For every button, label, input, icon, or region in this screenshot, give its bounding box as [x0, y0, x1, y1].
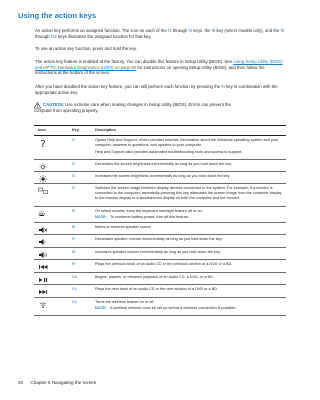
key-description: [95, 300, 283, 313]
description-text: Help and Support also provides automated troubleshooting tools and access to support.: [95, 149, 243, 154]
key-description: [95, 186, 283, 202]
table-row: [34, 235, 286, 248]
key-label: f4: [72, 186, 76, 191]
switch-display-icon: [38, 187, 48, 195]
key-label: f5: [72, 208, 76, 213]
table-row: [34, 248, 286, 261]
note-label: NOTE:: [95, 215, 107, 220]
key-label: f12: [72, 299, 78, 304]
page-number: 40: [18, 380, 24, 385]
description-text: Increases the screen brightness incrementally as long as you hold down the key.: [95, 174, 231, 179]
key-description: [95, 250, 283, 257]
table-header: [34, 125, 286, 136]
description-text: Opens Help and Support, which provides tutorials, information about the Windows operating system and your computer, answers to questions, and updates to your computer.: [95, 138, 279, 147]
description-text: Turns the wireless feature on or off.: [95, 299, 155, 304]
disable-paragraph: The action key feature is enabled at the factory. You can disable this feature in Setup Utility (BIOS). See Using Setup Utility (BIOS) and HP PC Hardware Diagnostics (UEFI) on page 80 for instructions on opening Setup Utility (BIOS), and then follow the instructions at the bottom of the screen.: [35, 59, 283, 76]
table-row: [34, 136, 286, 160]
description-text: Decreases the screen brightness incrementally as long as you hold down the key.: [95, 162, 232, 167]
description-text: Decreases speaker volume incrementally as long as you hold down the key.: [95, 237, 223, 242]
svg-text:?: ?: [40, 139, 46, 147]
table-row: [34, 207, 286, 223]
action-keys-table: [34, 125, 286, 316]
caution-text: Use extreme care when making changes in Setup Utility (BIOS). Errors can prevent the: [65, 102, 231, 107]
wireless-icon: [38, 301, 48, 309]
key-label: f1: [72, 138, 76, 143]
table-row: [34, 260, 286, 273]
note-text: To conserve battery power, turn off this feature.: [109, 215, 190, 220]
key-description: [95, 275, 283, 282]
intro-paragraph: An action key performs an assigned function. The icon on each of the f1 through f4 keys, the f5 key (select models only), and the f6 through f12 keys illustrates the assigned function for that key.: [35, 28, 285, 39]
description-text: Begins, pauses, or resumes playback of an audio CD, a DVD, or a BD.: [95, 274, 214, 279]
caution-text-cont: computer from operating properly.: [34, 107, 99, 113]
header-key: Key: [72, 128, 79, 132]
key-label: f8: [72, 249, 76, 254]
page-footer: [18, 380, 96, 385]
key-description: [95, 209, 283, 222]
chapter-title: Chapter 5 Navigating the screen: [30, 380, 97, 385]
table-row: [34, 172, 286, 184]
help-question-icon: [38, 139, 48, 147]
brightness-up-icon: [38, 175, 48, 183]
setup-utility-link[interactable]: Using Setup Utility (BIOS) and HP PC Hardware Diagnostics (UEFI) on page 80: [35, 59, 283, 70]
key-description: [95, 174, 283, 181]
table-row: [34, 160, 286, 172]
description-text: On select models, turns the keyboard backlight feature off or on.: [95, 208, 203, 213]
description-text: Plays the next track of an audio CD or the next section of a DVD or a BD.: [95, 287, 219, 292]
note: [95, 306, 283, 311]
key-label: f3: [72, 174, 76, 179]
note-label: NOTE:: [95, 306, 107, 311]
description-text: Increases speaker volume incrementally as long as you hold down the key.: [95, 249, 221, 254]
key-description: [95, 162, 283, 169]
header-icon: Icon: [38, 128, 46, 132]
key-description: [95, 225, 283, 232]
key-label: f6: [72, 224, 76, 229]
section-heading: Using the action keys: [18, 11, 97, 20]
note: [95, 215, 283, 220]
previous-track-icon: [38, 263, 48, 271]
caution-label: CAUTION:: [43, 102, 65, 107]
brightness-down-icon: [38, 163, 48, 171]
header-description: Description: [95, 128, 116, 132]
next-track-icon: [38, 288, 48, 296]
mute-icon: [38, 226, 48, 234]
play-pause-icon: [38, 276, 48, 284]
table-row: [34, 298, 286, 316]
note-text: A wireless network must be set up before a wireless connection is possible.: [109, 306, 237, 311]
key-description: [95, 237, 283, 244]
table-row: [34, 285, 286, 298]
table-row: [34, 223, 286, 236]
key-label: f11: [72, 287, 77, 292]
keyboard-backlight-icon: [38, 210, 48, 218]
description-text: Mutes or restores speaker sound.: [95, 224, 152, 229]
key-description: [95, 262, 283, 269]
description-text: Switches the screen image between display devices connected to the system. For example, if a monitor is connected to the computer, repeatedly pressing this key alternates the screen image from the computer display to the monitor display to a simultaneous display on both the computer and the monitor.: [95, 186, 282, 200]
table-row: [34, 273, 286, 286]
key-label: f2: [72, 162, 76, 167]
fn-paragraph: After you have disabled the action key feature, you can still perform each function by pressing the fn key in combination with the appropriate action key.: [35, 84, 278, 95]
usage-paragraph: To use an action key function, press and hold the key.: [35, 46, 137, 51]
table-row: [34, 184, 286, 207]
key-description: [95, 138, 283, 156]
volume-down-icon: [38, 238, 48, 246]
key-label: f7: [72, 237, 76, 242]
volume-up-icon: [38, 251, 48, 259]
key-description: [95, 287, 283, 294]
description-text: Plays the previous track of an audio CD or the previous section of a DVD or a BD.: [95, 262, 233, 267]
key-label: f10: [72, 274, 78, 279]
key-label: f9: [72, 262, 76, 267]
